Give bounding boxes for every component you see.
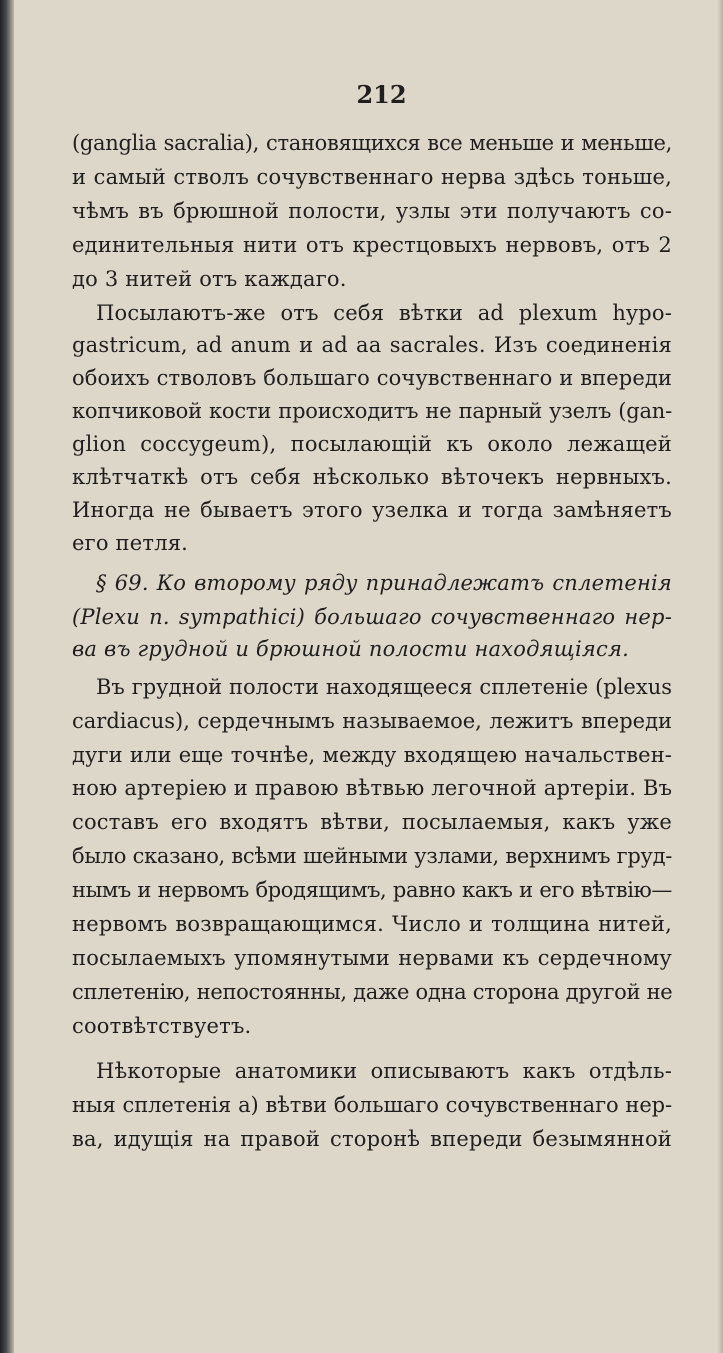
page-edge (717, 0, 723, 1353)
text-line: чѣмъ въ брюшной полости, узлы эти получаютъ со- (72, 199, 672, 223)
text-line: (Plexu n. sympathici) большаго сочувственнаго нер- (72, 605, 672, 629)
text-line: Иногда не бываетъ этого узелка и тогда замѣняетъ (72, 498, 672, 522)
text-line: ныя сплетенія а) вѣтви большаго сочувственнаго нер- (72, 1093, 672, 1117)
text-line: клѣтчаткѣ отъ себя нѣсколько вѣточекъ нервныхъ. (72, 465, 672, 489)
text-line: дуги или еще точнѣе, между входящею начальствен- (72, 743, 672, 767)
text-line: cardiacus), сердечнымъ называемое, лежитъ впереди (72, 709, 672, 733)
text-line: обоихъ стволовъ большаго сочувственнаго и впереди (72, 366, 672, 390)
text-line: Посылаютъ-же отъ себя вѣтки ad plexum hypo- (96, 301, 672, 325)
text-line: единительныя нити отъ крестцовыхъ нервовъ, отъ 2 (72, 233, 672, 257)
text-line: посылаемыхъ упомянутыми нервами къ сердечному (72, 946, 672, 970)
page-gutter-shadow (0, 0, 14, 1353)
text-line: его петля. (72, 531, 189, 555)
text-line: Въ грудной полости находящееся сплетеніе (plexus (96, 675, 672, 699)
page-number: 212 (356, 80, 407, 109)
text-line: было сказано, всѣми шейными узлами, верхнимъ груд- (72, 844, 672, 868)
text-line: ною артеріею и правою вѣтвью легочной артеріи. Въ (72, 776, 673, 800)
text-line: gastricum, ad anum и ad aa sacrales. Изъ соединенія (72, 333, 672, 357)
text-line: нымъ и нервомъ бродящимъ, равно какъ и его вѣтвію— (72, 878, 672, 902)
text-line: и самый стволъ сочувственнаго нерва здѣсь тоньше, (72, 165, 672, 189)
text-line: нервомъ возвращающимся. Число и толщина нитей, (72, 912, 672, 936)
text-line: Нѣкоторые анатомики описываютъ какъ отдѣль- (96, 1059, 672, 1083)
text-line: сплетенію, непостоянны, даже одна сторона другой не (72, 980, 673, 1004)
section-heading-line: § 69. Ко второму ряду принадлежатъ сплетенія (96, 571, 672, 595)
text-line: ва въ грудной и брюшной полости находящіяся. (72, 637, 629, 661)
text-line: соотвѣтствуетъ. (72, 1014, 252, 1038)
text-line: glion coccygeum), посылающій къ около лежащей (72, 432, 672, 456)
text-line: составъ его входятъ вѣтви, посылаемыя, какъ уже (72, 810, 672, 834)
text-line: ва, идущія на правой сторонѣ впереди безымянной (72, 1127, 672, 1151)
text-line: (gangliа sacralia), становящихся все меньше и меньше, (72, 131, 672, 155)
text-line: до 3 нитей отъ каждаго. (72, 267, 347, 291)
text-line: копчиковой кости происходитъ не парный узелъ (gan- (72, 399, 672, 423)
